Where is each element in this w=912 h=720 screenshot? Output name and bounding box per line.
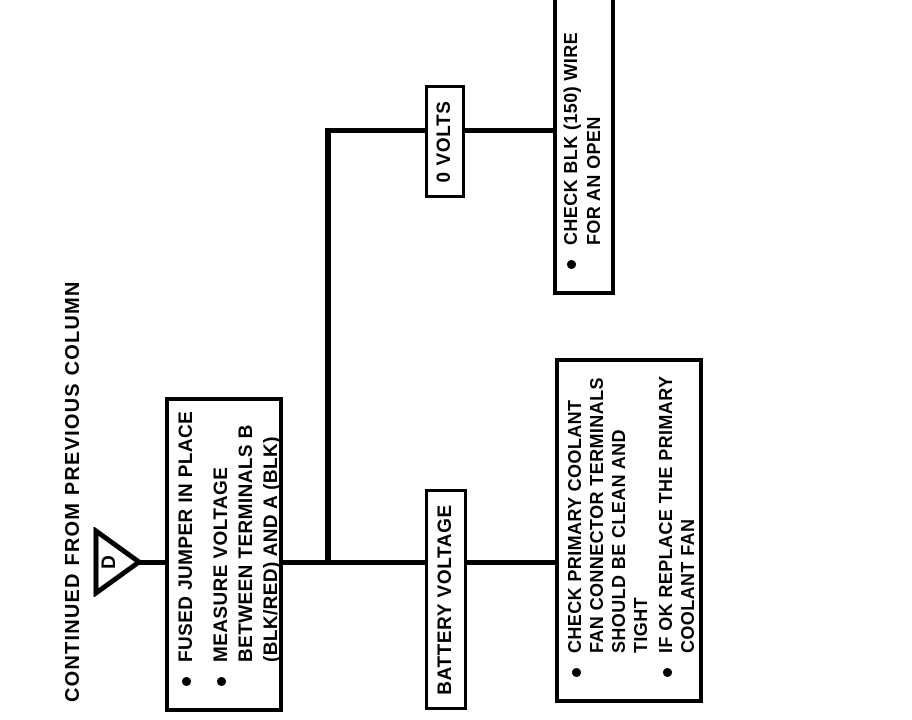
bullet-icon — [572, 668, 581, 677]
bullet-item — [174, 407, 199, 692]
result-label: BATTERY VOLTAGE — [435, 504, 456, 695]
outcome-item-text: CHECK PRIMARY COOLANT FAN CONNECTOR TERMINALS SHOULD BE CLEAN AND TIGHT — [565, 377, 651, 653]
continued-heading: CONTINUED FROM PREVIOUS COLUMN — [62, 280, 84, 702]
connector-line-action-to-outcome — [280, 560, 557, 565]
bullet-icon — [567, 260, 576, 269]
bullet-item — [564, 368, 652, 683]
connector-d-triangle-icon — [92, 527, 144, 597]
connector-branch-crossbar — [325, 128, 331, 565]
result-box-battery-voltage — [425, 489, 467, 710]
outcome-item-text: CHECK BLK (150) WIRE FOR AN OPEN — [561, 31, 604, 245]
outcome-box-check-primary-fan — [555, 358, 703, 703]
action-item-text: MEASURE VOLTAGE BETWEEN TERMINALS B (BLK/RED) AND A (BLK) — [211, 424, 282, 662]
outcome-item-text: IF OK REPLACE THE PRIMARY COOLANT FAN — [656, 375, 698, 653]
bullet-icon — [663, 668, 672, 677]
bullet-item — [655, 368, 699, 683]
result-label: 0 VOLTS — [434, 100, 455, 183]
bullet-icon — [182, 677, 191, 686]
action-item-text: FUSED JUMPER IN PLACE — [176, 410, 197, 662]
result-box-0-volts — [425, 85, 465, 198]
action-box — [165, 397, 283, 712]
outcome-box-check-blk-wire — [553, 0, 615, 295]
connector-d-label: D — [99, 555, 120, 569]
bullet-icon — [217, 677, 226, 686]
bullet-item — [209, 407, 284, 692]
bullet-item — [560, 0, 606, 275]
